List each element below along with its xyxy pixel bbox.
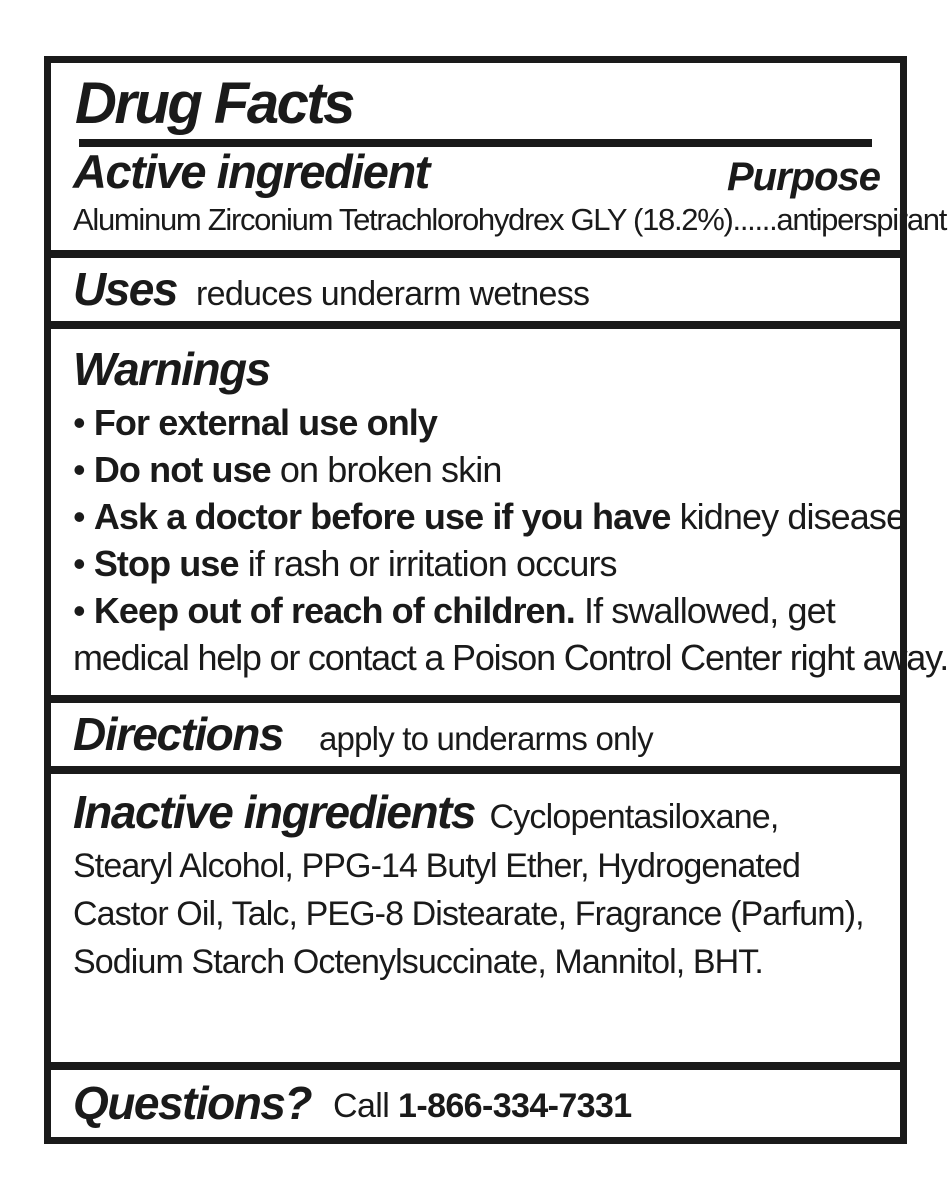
active-ingredient-purpose: antiperspirant — [776, 202, 947, 237]
active-ingredient-heading: Active ingredient — [73, 145, 429, 198]
warning-bold: Ask a doctor before use if you have — [93, 496, 671, 537]
active-ingredient-section — [51, 63, 947, 250]
warning-text: on broken skin — [270, 449, 502, 490]
warning-bold: Keep out of reach of children. — [93, 590, 575, 631]
directions-heading: Directions — [73, 708, 283, 760]
questions-heading: Questions? — [73, 1077, 312, 1129]
uses-heading: Uses — [73, 263, 177, 315]
active-ingredient-line — [73, 201, 946, 239]
inactive-line-3: Castor Oil, Talc, PEG-8 Distearate, Fragrance (Parfum), — [73, 895, 864, 933]
warnings-section — [51, 329, 949, 695]
directions-text: apply to underarms only — [319, 720, 653, 757]
purpose-heading: Purpose — [726, 155, 880, 199]
warning-item: • Do not use on broken skin — [73, 449, 502, 490]
warning-item: • Keep out of reach of children. If swallowed, get — [73, 590, 835, 631]
call-label: Call — [333, 1087, 390, 1125]
warning-text: If swallowed, get — [574, 590, 835, 631]
questions-section — [51, 1070, 900, 1137]
warning-continuation: medical help or contact a Poison Control Center right away. — [73, 637, 949, 678]
warning-text: kidney disease — [670, 496, 906, 537]
directions-section — [51, 703, 900, 766]
warning-item: • Stop use if rash or irritation occurs — [73, 543, 617, 584]
inactive-ingredients-section — [51, 774, 900, 1062]
warning-bold: Stop use — [93, 543, 239, 584]
uses-text: reduces underarm wetness — [196, 275, 590, 313]
warning-text: if rash or irritation occurs — [238, 543, 617, 584]
inactive-line-2: Stearyl Alcohol, PPG-14 Butyl Ether, Hydrogenated — [73, 847, 800, 885]
warning-bold: Do not use — [93, 449, 271, 490]
drug-facts-title: Drug Facts — [75, 71, 353, 136]
warning-item: • For external use only — [73, 402, 438, 443]
active-ingredient-name: Aluminum Zirconium Tetrachlorohydrex GLY (18.2%)...... — [73, 202, 777, 237]
warning-item: • Ask a doctor before use if you have kidney disease — [73, 496, 906, 537]
warnings-heading: Warnings — [73, 343, 270, 395]
phone-number[interactable]: 1-866-334-7331 — [398, 1087, 632, 1125]
warning-bold: For external use only — [93, 402, 438, 443]
warnings-list — [73, 399, 948, 681]
drug-facts-label — [44, 56, 949, 1144]
inactive-line-1 — [73, 782, 779, 842]
inactive-heading: Inactive ingredients — [73, 786, 476, 838]
inactive-text-1: Cyclopentasiloxane, — [489, 798, 779, 836]
uses-section — [51, 258, 900, 321]
questions-call-line — [333, 1084, 632, 1128]
inactive-line-4: Sodium Starch Octenylsuccinate, Mannitol, BHT. — [73, 943, 763, 981]
